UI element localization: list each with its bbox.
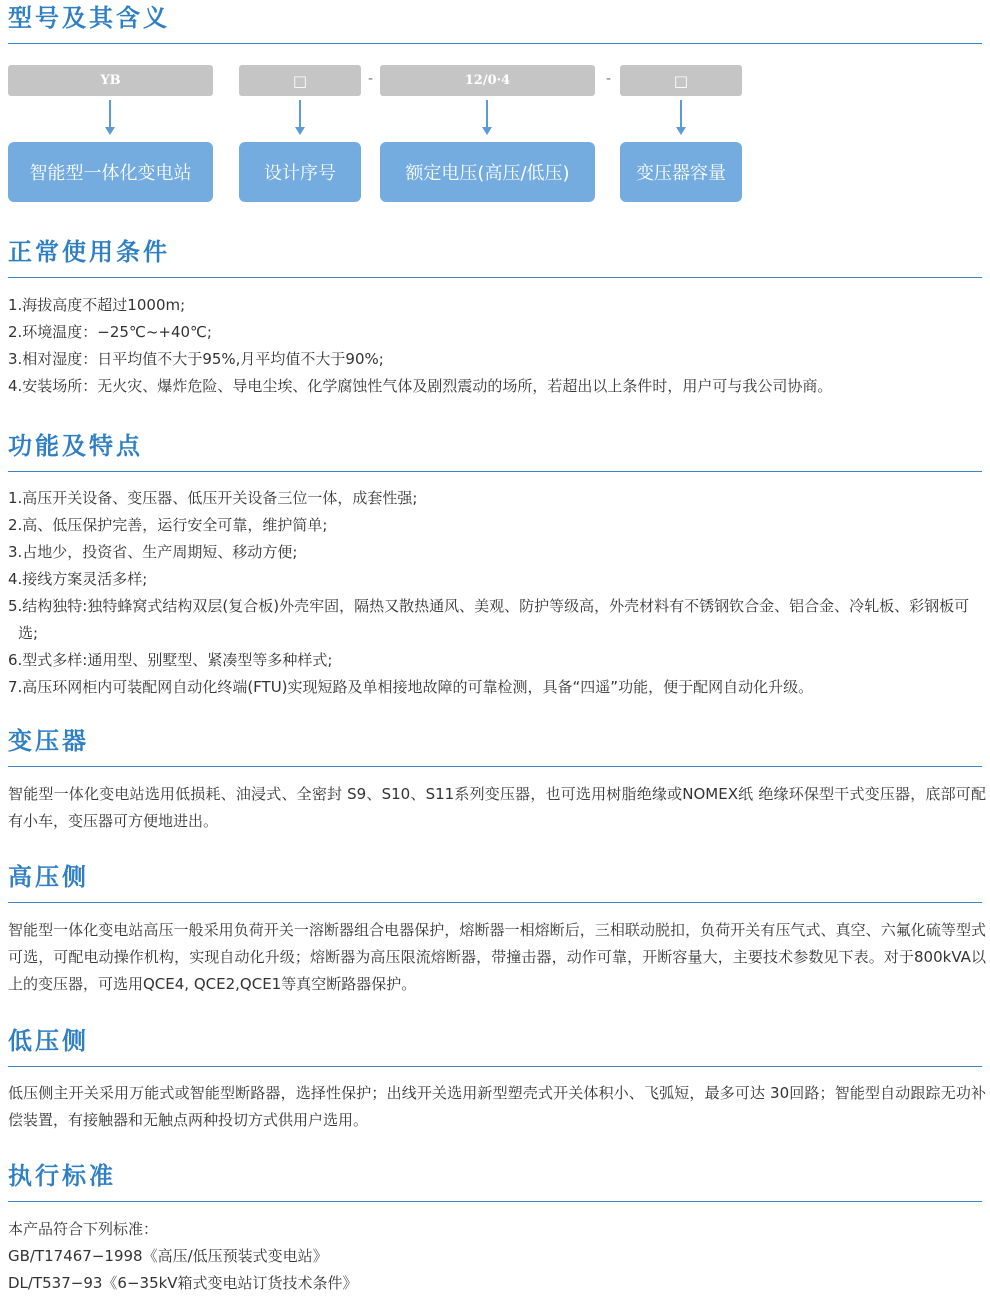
conditions-list (8, 292, 988, 400)
section-rule (8, 43, 982, 44)
meaning-box-yb: 智能型一体化变电站 (8, 142, 213, 202)
section-rule (8, 277, 982, 278)
transformer-paragraph: 智能型一体化变电站选用低损耗、油浸式、全密封 S9、S10、S11系列变压器，也可选用树脂绝缘或NOMEX纸 绝缘环保型干式变压器，底部可配有小车，变压器可方便地进出。 (8, 785, 986, 830)
arrow-down-icon (295, 100, 305, 136)
section-rule (8, 1066, 982, 1067)
section-heading-conditions: 正常使用条件 (8, 238, 170, 266)
list-item: 2.环境温度：−25℃~+40℃; (8, 323, 212, 341)
list-item: GB/T17467−1998《高压/低压预装式变电站》 (8, 1247, 328, 1265)
section-heading-transformer: 变压器 (8, 727, 89, 755)
list-item: 3.占地少，投资省、生产周期短、移动方便; (8, 543, 298, 561)
section-rule (8, 902, 982, 903)
arrow-down-icon (105, 100, 115, 136)
code-box-design: □ (239, 65, 361, 96)
code-separator: - (606, 71, 612, 87)
hv-paragraph: 智能型一体化变电站高压一般采用负荷开关一溶断器组合电器保护，熔断器一相熔断后，三相联动脱扣，负荷开关有压气式、真空、六氟化硫等型式可选，可配电动操作机构，实现自动化升级；熔断器为高压限流熔断器，带撞击器，动作可靠，开断容量大，主要技术参数见下表。对于800kVA以上的变压器，可选用QCE4, QCE2,QCE1等真空断路器保护。 (8, 921, 986, 993)
code-box-capacity: □ (620, 65, 742, 96)
list-item: 4.安装场所：无火灾、爆炸危险、导电尘埃、化学腐蚀性气体及剧烈震动的场所，若超出以上条件时，用户可与我公司协商。 (8, 377, 833, 395)
meaning-box-voltage: 额定电压(高压/低压) (380, 142, 595, 202)
list-item: 6.型式多样:通用型、别墅型、紧凑型等多种样式; (8, 651, 333, 669)
arrow-down-icon (676, 100, 686, 136)
arrow-down-icon (482, 100, 492, 136)
list-item: 7.高压环网柜内可装配网自动化终端(FTU)实现短路及单相接地故障的可靠检测，具备“四遥”功能，便于配网自动化升级。 (8, 678, 814, 696)
list-item: 3.相对湿度：日平均值不大于95%,月平均值不大于90%; (8, 350, 384, 368)
section-heading-standards: 执行标准 (8, 1162, 116, 1190)
code-box-yb: YB (8, 65, 213, 96)
list-item: DL/T537−93《6−35kV箱式变电站订货技术条件》 (8, 1274, 358, 1292)
features-list (8, 485, 988, 701)
section-heading-lv: 低压侧 (8, 1027, 89, 1055)
list-item: 4.接线方案灵活多样; (8, 570, 148, 588)
section-heading-features: 功能及特点 (8, 432, 143, 460)
section-heading-model: 型号及其含义 (8, 4, 170, 32)
section-rule (8, 471, 982, 472)
list-item: 1.海拔高度不超过1000m; (8, 296, 186, 314)
lv-paragraph: 低压侧主开关采用万能式或智能型断路器，选择性保护；出线开关选用新型塑壳式开关体积小、飞弧短，最多可达 30回路；智能型自动跟踪无功补偿装置，有接触器和无触点两种投切方式供用户选用。 (8, 1084, 986, 1129)
list-item: 2.高、低压保护完善，运行安全可靠，维护简单; (8, 516, 328, 534)
meaning-box-capacity: 变压器容量 (620, 142, 742, 202)
list-item: 5.结构独特:独特蜂窝式结构双层(复合板)外壳牢固，隔热又散热通风、美观、防护等级高，外壳材料有不锈钢钦合金、铝合金、冷轧板、彩钢板可选; (8, 597, 970, 642)
list-item: 本产品符合下列标准： (8, 1220, 159, 1238)
meaning-box-design: 设计序号 (239, 142, 361, 202)
list-item: 1.高压开关设备、变压器、低压开关设备三位一体，成套性强; (8, 489, 418, 507)
section-rule (8, 766, 982, 767)
section-heading-hv: 高压侧 (8, 863, 89, 891)
code-box-voltage: 12/0·4 (380, 65, 595, 96)
code-separator: - (368, 71, 374, 87)
section-rule (8, 1201, 982, 1202)
standards-list (8, 1216, 988, 1297)
